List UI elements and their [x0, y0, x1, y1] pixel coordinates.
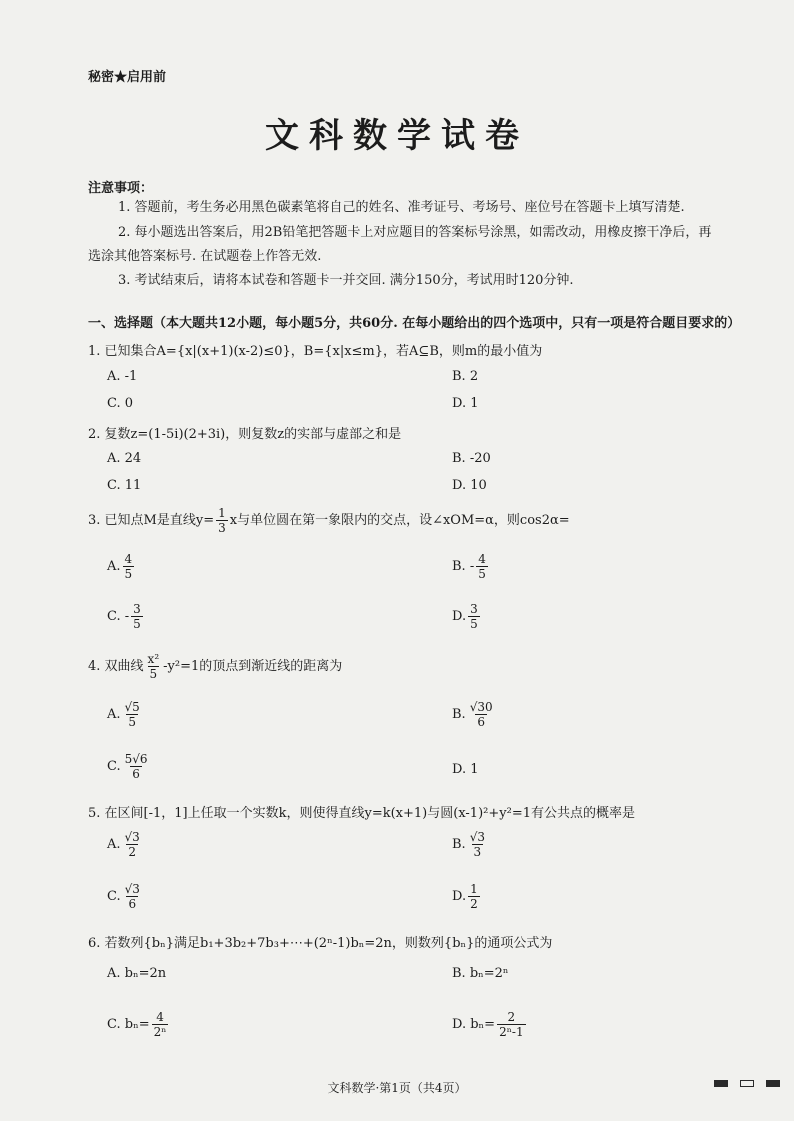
notice-heading: 注意事项： [88, 181, 154, 196]
fraction-numerator: √5 [124, 700, 140, 714]
notice-item: 2. 每小题选出答案后，用2B铅笔把答题卡上对应题目的答案标号涂黑，如需改动，用橡皮擦干净后，再 [118, 225, 712, 240]
fraction-denominator: 5 [478, 567, 486, 581]
section-title: 一、选择题（本大题共12小题，每小题5分，共60分. 在每小题给出的四个选项中，只有一项是符合题目要求的） [88, 316, 741, 331]
question-6-option-a: A. bₙ=2n [107, 966, 167, 981]
question-5-option-d [452, 882, 482, 911]
option-label: C. [107, 889, 121, 904]
fraction-denominator: 5 [470, 617, 478, 631]
option-label: C. - [107, 609, 130, 624]
fraction-numerator: 3 [470, 602, 478, 616]
question-5-option-a [107, 830, 144, 859]
question-4-stem-post: -y²=1的顶点到渐近线的距离为 [163, 659, 343, 674]
fraction-denominator: 6 [477, 715, 485, 729]
option-label: B. - [452, 559, 475, 574]
fraction-denominator: 5 [149, 667, 158, 681]
option-fraction [123, 830, 142, 859]
option-label: D. [452, 609, 467, 624]
question-3-option-a [107, 552, 136, 581]
question-2-option-a: A. 24 [107, 451, 142, 466]
option-fraction [497, 1010, 526, 1039]
fraction-numerator: 1 [218, 506, 226, 520]
question-6-option-d [452, 1010, 528, 1039]
question-4-option-c [107, 752, 152, 781]
page-title: 文科数学试卷 [265, 116, 529, 156]
question-3-option-d [452, 602, 482, 631]
fraction-denominator: 2 [470, 897, 478, 911]
option-fraction [468, 830, 487, 859]
question-5-stem: 5. 在区间[-1，1]上任取一个实数k，则使得直线y=k(x+1)与圆(x-1)²+y²=1有公共点的概率是 [88, 806, 635, 821]
fraction-denominator: 5 [133, 617, 141, 631]
fraction-denominator: 5 [124, 567, 133, 581]
question-4-stem [88, 652, 342, 681]
page-footer: 文科数学·第1页（共4页） [327, 1081, 467, 1095]
option-fraction [468, 602, 480, 631]
question-4-option-b [452, 700, 497, 729]
question-2-stem: 2. 复数z=(1-5i)(2+3i)，则复数z的实部与虚部之和是 [88, 427, 402, 442]
fraction-numerator: √30 [469, 700, 493, 714]
option-label: B. [452, 837, 466, 852]
question-1-option-c: C. 0 [107, 396, 134, 411]
scan-mark [766, 1080, 780, 1087]
question-6-option-c [107, 1010, 170, 1039]
fraction-numerator: 1 [470, 882, 478, 896]
fraction-denominator: 2 [128, 845, 136, 859]
fraction-numerator: 4 [124, 552, 133, 566]
question-3-option-c [107, 602, 145, 631]
fraction-numerator: 4 [478, 552, 486, 566]
scan-mark [714, 1080, 728, 1087]
option-label: B. [452, 707, 466, 722]
confidential-label: 秘密★启用前 [88, 70, 167, 85]
option-fraction [152, 1010, 169, 1039]
option-fraction [468, 882, 480, 911]
option-fraction [123, 752, 150, 781]
question-4-option-d: D. 1 [452, 762, 479, 777]
notice-item: 1. 答题前，考生务必用黑色碳素笔将自己的姓名、准考证号、考场号、座位号在答题卡上填写清楚. [118, 200, 685, 215]
question-1-option-d: D. 1 [452, 396, 479, 411]
fraction-denominator: 5 [128, 715, 136, 729]
fraction-numerator: 3 [133, 602, 141, 616]
option-label: D. [452, 889, 467, 904]
question-1-option-a: A. -1 [107, 369, 138, 384]
option-label: A. [107, 707, 121, 722]
scan-mark [740, 1080, 754, 1087]
hyperbola-fraction [146, 652, 162, 681]
fraction-numerator: 2 [507, 1010, 516, 1024]
option-fraction [131, 602, 143, 631]
question-3-stem-pre: 3. 已知点M是直线y= [88, 513, 215, 528]
option-label: C. [107, 759, 121, 774]
question-2-option-b: B. -20 [452, 451, 491, 466]
fraction-denominator: 3 [473, 845, 482, 859]
question-3-stem-post: x与单位圆在第一象限内的交点，设∠xOM=α，则cos2α= [229, 513, 570, 528]
notice-item: 3. 考试结束后，请将本试卷和答题卡一并交回. 满分150分，考试用时120分钟. [118, 273, 574, 288]
question-2-option-d: D. 10 [452, 478, 487, 493]
question-6-option-b: B. bₙ=2ⁿ [452, 966, 509, 981]
option-fraction [123, 552, 135, 581]
option-fraction [123, 700, 142, 729]
question-6-stem: 6. 若数列{bₙ}满足b₁+3b₂+7b₃+⋯+(2ⁿ-1)bₙ=2n，则数列{bₙ}的通项公式为 [88, 936, 553, 951]
option-fraction [476, 552, 488, 581]
fraction-denominator: 2ⁿ [153, 1025, 167, 1039]
question-4-option-a [107, 700, 144, 729]
notice-item-continued: 选涂其他答案标号. 在试题卷上作答无效. [88, 249, 322, 264]
fraction-numerator: 4 [156, 1010, 164, 1024]
option-label: A. [107, 837, 121, 852]
fraction-denominator: 6 [132, 767, 140, 781]
fraction-denominator: 3 [218, 521, 226, 535]
question-5-option-b [452, 830, 489, 859]
fraction-denominator: 2ⁿ-1 [499, 1025, 524, 1039]
option-label: D. bₙ= [452, 1017, 496, 1032]
question-3-stem [88, 506, 570, 535]
fraction-numerator: √3 [124, 830, 140, 844]
option-fraction [123, 882, 142, 911]
option-label: C. bₙ= [107, 1017, 150, 1032]
option-fraction [468, 700, 495, 729]
question-2-option-c: C. 11 [107, 478, 142, 493]
fraction-numerator: √3 [124, 882, 140, 896]
fraction-numerator: 5√6 [124, 752, 148, 766]
question-3-option-b [452, 552, 490, 581]
scan-marks [714, 1080, 780, 1087]
fraction-numerator: x² [147, 652, 160, 666]
fraction-denominator: 6 [128, 897, 137, 911]
slope-fraction [216, 506, 228, 535]
question-1-stem: 1. 已知集合A={x|(x+1)(x-2)≤0}，B={x|x≤m}，若A⊆B，则m的最小值为 [88, 344, 543, 359]
option-label: A. [107, 559, 121, 574]
question-4-stem-pre: 4. 双曲线 [88, 659, 144, 674]
question-1-option-b: B. 2 [452, 369, 479, 384]
question-5-option-c [107, 882, 144, 911]
fraction-numerator: √3 [469, 830, 485, 844]
